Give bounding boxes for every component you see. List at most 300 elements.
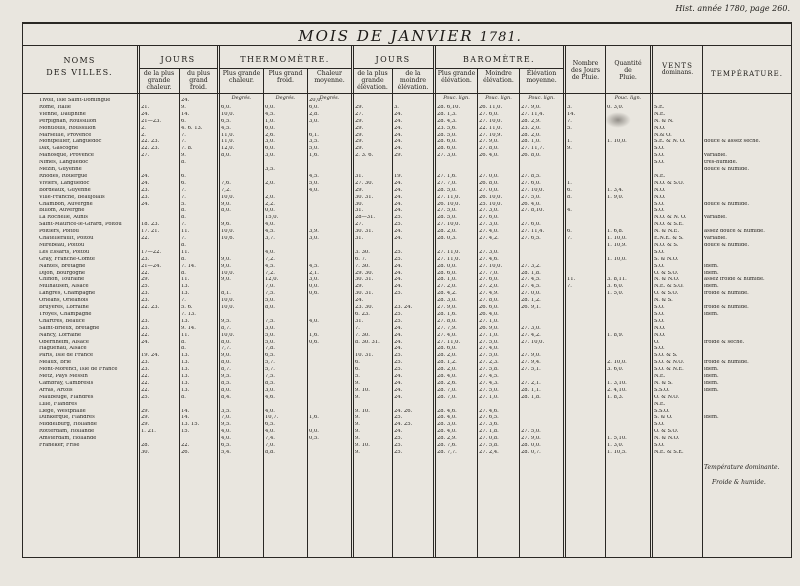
cell-vents: N. & S. — [654, 380, 673, 386]
cell-me: 27. 0,8. — [479, 436, 499, 442]
h-jf-3: froid. — [190, 84, 207, 92]
cell-temp: idem. — [704, 387, 719, 393]
city-name: Chambon, Auvergne — [39, 201, 93, 207]
city-name: Rhodès, Rouergue — [39, 173, 88, 179]
cell-jc: 22. — [141, 387, 150, 393]
cell-vents: S.O. — [654, 249, 665, 255]
cell-jf: 7. — [181, 298, 186, 304]
cell-vents: N.O. & N. O. — [654, 215, 687, 221]
city-name: Haguenau, Alsace — [39, 346, 87, 352]
cell-vents: S.S.O. — [654, 387, 670, 393]
cell-qp: 3. 6,0. — [607, 367, 624, 373]
cell-jf: 14. — [181, 415, 190, 421]
cell-jf: 11. — [181, 249, 190, 255]
h-jc-1: de la plus — [143, 70, 175, 77]
cell-pgf: 7,5. — [265, 291, 275, 297]
cell-em: 27. 4,5. — [521, 284, 541, 290]
cell-pgc: 9,0. — [221, 277, 231, 283]
cell-vents: S.O. — [654, 311, 665, 317]
cell-jf: 8. — [181, 346, 186, 352]
cell-me: 27. 9,0. — [479, 139, 499, 145]
h-jf-2: grand — [189, 77, 208, 85]
cell-jf: 8. — [181, 394, 186, 400]
cell-em: 27. 9,0. — [521, 104, 541, 110]
cell-je: 9. 10. — [355, 387, 370, 393]
cell-je: 10. 31. — [355, 353, 374, 359]
header-jours-group: JOURS — [160, 55, 196, 64]
cell-pge: 28. 5,0. — [437, 132, 457, 138]
cell-vents: N.E. & S.E. — [654, 449, 684, 455]
cell-vents: S.O. — [654, 305, 665, 310]
city-name: Mirebeau, Poitou — [39, 242, 85, 248]
cell-me: 27. 10,0. — [479, 263, 503, 269]
cell-cm: 2,1. — [309, 270, 319, 276]
cell-pgf: 5,7. — [265, 367, 275, 373]
cell-jf: 15. — [181, 429, 190, 435]
cell-np: 6. — [567, 229, 572, 235]
cell-pgc: 4,0. — [221, 436, 231, 442]
cell-pgf: 4,0. — [265, 249, 275, 255]
cell-cm: 0,0. — [309, 429, 319, 435]
cell-jm: 24. — [394, 284, 403, 290]
cell-jm: 3. — [394, 104, 399, 110]
cell-jm: 25. — [394, 215, 403, 221]
cell-temp: froide & humide. — [704, 291, 749, 297]
cell-jc: 22. — [141, 380, 150, 386]
city-name: Paris, Isle de France — [39, 353, 94, 359]
h-vents-1: VENTS — [662, 62, 693, 70]
cell-vents: S. & O. — [654, 415, 673, 421]
cell-cm: 6,1. — [309, 132, 319, 138]
unit-baro-2: Pouc. lign. — [485, 95, 512, 101]
cell-np: 7. — [567, 118, 572, 124]
city-name: Tivoli, Isle Saint-Domingue — [39, 98, 111, 103]
cell-vents: S.O. — [654, 146, 665, 152]
cell-je: 30. 31. — [355, 291, 374, 297]
cell-temp: froide & humide. — [704, 305, 749, 310]
city-name: Maubeuge, Flandres — [39, 394, 94, 400]
cell-pgc: 11,0. — [221, 132, 235, 138]
cell-em: 28. 0,7. — [521, 449, 541, 455]
cell-qp: 1. 10,5. — [607, 449, 627, 455]
cell-pge: 28. 1,0. — [437, 277, 457, 283]
cell-np: 11. — [567, 277, 576, 283]
cell-qp: 1. 6,8. — [607, 229, 624, 235]
cell-em: 27. 11,4. — [521, 229, 545, 235]
cell-je: 5. — [355, 374, 360, 379]
cell-jf: 7. — [181, 222, 186, 228]
cell-pgf: 5,0. — [265, 332, 275, 338]
cell-vents: N.E. — [654, 374, 666, 379]
cell-temp: douce & humide. — [704, 242, 749, 248]
cell-pgf: 7,5. — [265, 374, 275, 379]
cell-jm: 24. — [394, 380, 403, 386]
cell-pgc: 3,5. — [221, 408, 231, 414]
cell-me: 27. 1,0. — [479, 332, 499, 338]
h-cm-2: moyenne. — [314, 77, 345, 85]
cell-je: 30. — [355, 201, 364, 207]
cell-jm: 23. 24. — [394, 305, 413, 310]
cell-jm: 24. — [394, 146, 403, 152]
cell-jc: 28. — [141, 443, 150, 448]
cell-em: 28. 1,0. — [521, 139, 541, 145]
cell-jc: 21. — [141, 104, 150, 110]
city-name: Montlouis, Roussillon — [39, 125, 96, 131]
cell-jm: 25. — [394, 311, 403, 317]
cell-vents: N. & N. — [654, 118, 674, 124]
cell-pge: 28. 0,0. — [437, 263, 457, 269]
cell-qp: 2. 10,0. — [607, 360, 627, 366]
cell-jf: 9. 14. — [181, 325, 196, 331]
city-name: Nîmes, Languedoc — [39, 160, 89, 166]
cell-pge: 28. 0,3. — [437, 236, 457, 241]
city-name: Metz, Pays Messin — [39, 374, 88, 379]
cell-jm: 24. — [394, 229, 403, 235]
h-em-1: Élévation — [526, 70, 557, 77]
h-vents-2: dominans. — [661, 69, 694, 77]
cell-pgc: 8,0. — [221, 153, 231, 159]
cell-me: 27. 5,0. — [479, 339, 499, 345]
cell-em: 27. 4,2. — [521, 332, 541, 338]
cell-jm: 24. — [394, 132, 403, 138]
cell-jc: 27. — [141, 153, 150, 159]
city-name: Chinon, Touraine — [39, 277, 85, 283]
cell-jf: 7. 8. — [181, 146, 193, 152]
cell-me: 27. 4,6. — [479, 408, 499, 414]
cell-np: 14. — [567, 111, 576, 117]
cell-temp: idem. — [704, 311, 719, 317]
cell-temp: variable. — [704, 153, 727, 159]
cell-vents: O. & S.O. — [654, 429, 679, 435]
h-jm-3: élévation. — [397, 84, 429, 92]
cell-pgf: 8,8. — [265, 449, 275, 455]
cell-pge: 28. 6,0. — [437, 146, 457, 152]
city-name: Saint-Brieux, Bretagne — [39, 325, 100, 331]
cell-jf: 7. — [181, 194, 186, 200]
cell-vents: S.O. — [654, 160, 665, 166]
cell-em: 27. 5,0. — [521, 194, 541, 200]
cell-me: 27. 2,4. — [479, 449, 499, 455]
cell-pgc: 10,0. — [221, 194, 235, 200]
h-pge-1: Plus grande — [437, 70, 476, 77]
cell-vents: N.O. — [654, 325, 666, 331]
cell-jm: 24. — [394, 194, 403, 200]
cell-jf: 11. — [181, 277, 190, 283]
cell-cm: 5,0. — [309, 180, 319, 186]
cell-je: 27. — [355, 222, 364, 228]
unit-baro-3: Pouc. lign. — [528, 95, 555, 101]
cell-me: 27. 7,0. — [479, 270, 499, 276]
cell-pgc: 7,7. — [221, 346, 231, 352]
h-np-1: Nombre — [572, 60, 599, 67]
cell-vents: S.O. & N.E. — [654, 367, 684, 373]
cell-me: 26. 10,0. — [479, 194, 503, 200]
cell-jf: 8. — [181, 339, 186, 345]
cell-je: 29. — [355, 132, 364, 138]
cell-vents: N.E. & S.O. — [654, 284, 684, 290]
cell-pge: 28. 2,9. — [437, 436, 457, 442]
unit-degres-1: Degrés. — [231, 95, 252, 101]
city-name: Mont-Morenci, Isle de France — [39, 367, 118, 373]
unit-pluie: Pouc. lign. — [614, 95, 642, 101]
cell-pge: 28. 1,6. — [437, 311, 457, 317]
cell-jc: 17. 21. — [141, 229, 160, 235]
cell-jm: 25. — [394, 367, 403, 373]
cell-me: 27. 8,0. — [479, 146, 499, 152]
cell-je: 24. — [355, 298, 364, 304]
cell-pgc: 8,4. — [221, 394, 231, 400]
cell-em: 27. 11,7. — [521, 146, 545, 152]
cell-jm: 24. — [394, 374, 403, 379]
cell-me: 26. 11,0. — [479, 104, 503, 110]
cell-qp: 1. 10,0. — [607, 236, 627, 241]
cell-jc: 23. — [141, 194, 150, 200]
cell-em: 26. 4,0. — [521, 201, 541, 207]
footnote-froide-humide: Froide & humide. — [712, 479, 766, 486]
cell-pgc: 7,0. — [221, 415, 231, 421]
cell-jc: 23. — [141, 187, 150, 193]
cell-em: 27. 3,0. — [521, 325, 541, 331]
cell-je: 28—31. — [355, 215, 376, 221]
cell-pgf: 2,0. — [265, 180, 275, 186]
unit-baro-1: Pouc. lign. — [443, 95, 470, 101]
cell-pgc: 10,0. — [221, 270, 235, 276]
city-name: Dunkerque, Flandres — [39, 415, 95, 421]
cell-pge: 27. 4,0. — [437, 332, 457, 338]
unit-degres-3: Degrés. — [319, 95, 340, 101]
cell-me: 26. 6,0. — [479, 305, 499, 310]
cell-pge: 27. 1,6. — [437, 173, 457, 179]
cell-jm: 24. 25. — [394, 422, 413, 428]
cell-pgc: 8,0. — [221, 360, 231, 366]
cell-pgc: 6,0. — [221, 104, 231, 110]
city-name: Langres, Champagne — [39, 291, 96, 297]
cell-jc: 23. — [141, 318, 150, 324]
cell-me: 27. 4,3. — [479, 380, 499, 386]
cell-pge: 28. 4,0. — [437, 429, 457, 435]
cell-je: 3. 30. — [355, 249, 370, 255]
cell-jc: 23. — [141, 256, 150, 262]
cell-jf: 13. — [181, 380, 190, 386]
cell-je: 9. 10. — [355, 443, 370, 448]
cell-me: 27. 3,0. — [479, 249, 499, 255]
cell-vents: S. & N.O. — [654, 256, 679, 262]
cell-me: 27. 5,0. — [479, 353, 499, 359]
cell-temp: douce & humide. — [704, 167, 749, 172]
cell-je: 7. 30. — [355, 263, 370, 269]
cell-pgf: 2,2. — [265, 201, 275, 207]
cell-temp: idem. — [704, 367, 719, 373]
cell-jc: 24. — [141, 180, 150, 186]
cell-pgc: 10,0. — [221, 111, 235, 117]
cell-qp: 1. 3,0. — [607, 443, 624, 448]
cell-jc: 23. — [141, 367, 150, 373]
cell-vents: N. & S. — [654, 298, 673, 304]
cell-jm: 24. — [394, 394, 403, 400]
cell-cm: 3,0. — [309, 277, 319, 283]
cell-me: 26. 4,0. — [479, 311, 499, 317]
cell-jf: 8. — [181, 256, 186, 262]
cell-pgf: 2,0. — [265, 194, 275, 200]
cell-jc: 29. — [141, 408, 150, 414]
cell-jf: 7. — [181, 132, 186, 138]
cell-pgc: 8,0. — [221, 339, 231, 345]
cell-jm: 25. — [394, 249, 403, 255]
cell-je: 6. 23. — [355, 311, 370, 317]
cell-cm: 3,0. — [309, 118, 319, 124]
cell-jf: 13. 15. — [181, 422, 200, 428]
cell-jc: 29. — [141, 422, 150, 428]
cell-pgc: 8,0. — [221, 208, 231, 214]
cell-pgf: 7,4. — [265, 436, 275, 442]
cell-me: 27. 10,0. — [479, 118, 503, 124]
cell-em: 26. 9,1. — [521, 305, 541, 310]
cell-jm: 24. — [394, 187, 403, 193]
cell-np: 8. — [567, 194, 572, 200]
cell-je: 29. — [355, 146, 364, 152]
cell-je: 31. — [355, 318, 364, 324]
cell-jc: 23. — [141, 325, 150, 331]
cell-je: 8. 30. 31. — [355, 339, 380, 345]
cell-je: 29. — [355, 104, 364, 110]
cell-pgf: 0,0. — [265, 104, 275, 110]
h-me-1: Moindre — [485, 70, 512, 77]
cell-jc: 1. 21. — [141, 429, 156, 435]
cell-je: 6. 7. — [355, 256, 367, 262]
city-name: Troyes, Champagne — [39, 311, 92, 317]
cell-pgf: 3,0. — [265, 153, 275, 159]
cell-cm: 0,5. — [309, 436, 319, 442]
cell-je: 29. — [355, 139, 364, 145]
cell-pge: 27. 11,0. — [437, 249, 461, 255]
cell-vents: O. & S.O. — [654, 291, 679, 297]
cell-pgf: 3,5. — [265, 167, 275, 172]
cell-pgf: 8,0. — [265, 305, 275, 310]
cell-pgf: 2,6. — [265, 132, 275, 138]
cell-em: 28. 2,0. — [521, 132, 541, 138]
cell-em: 28. 1,2. — [521, 298, 541, 304]
cell-pgf: 7,0. — [265, 443, 275, 448]
cell-np: 6. — [567, 187, 572, 193]
cell-temp: très-humide. — [704, 160, 738, 166]
header-jours2-group: JOURS — [375, 55, 411, 64]
cell-jf: 5. 6. — [181, 305, 193, 310]
cell-jc: 22. — [141, 374, 150, 379]
h-me-2: élévation. — [483, 77, 514, 85]
h-pge-2: élévation. — [441, 77, 472, 85]
footnote-temperature-dominante: Température dominante. — [704, 464, 780, 471]
cell-pge: 26. 10,0. — [437, 201, 461, 207]
cell-pgf: 4,0. — [265, 222, 275, 228]
h-pgc-1: Plus grande — [222, 70, 261, 77]
cell-jf: 13. — [181, 284, 190, 290]
cell-pgf: 3,0. — [265, 387, 275, 393]
cell-jm: 24. — [394, 339, 403, 345]
cell-jm: 29. — [394, 153, 403, 159]
cell-pgf: 7,2. — [265, 256, 275, 262]
cell-temp: idem. — [704, 263, 719, 269]
cell-jm: 24. — [394, 270, 403, 276]
cell-cm: 6,0. — [309, 104, 319, 110]
cell-je: 7. 30. — [355, 332, 370, 338]
cell-vents: N.O. — [654, 125, 666, 131]
cell-me: 27. 4,9. — [479, 291, 499, 297]
cell-vents: N.O. & S.O. — [654, 180, 684, 186]
cell-temp: variable. — [704, 215, 727, 221]
cell-pgc: 4,5. — [221, 125, 231, 131]
cell-jf: 13. — [181, 291, 190, 297]
cell-pge: 28. 1,3. — [437, 111, 457, 117]
cell-me: 26. 8,0. — [479, 180, 499, 186]
title-year: 1781. — [479, 30, 522, 45]
cell-cm: 3,5. — [309, 139, 319, 145]
cell-je: 9. — [355, 429, 360, 435]
cell-pgc: 9,0. — [221, 353, 231, 359]
city-name: Chatellerault, Poitou — [39, 236, 94, 241]
cell-temp: assez douce & humide. — [704, 229, 765, 235]
cell-pgf: 5,7. — [265, 360, 275, 366]
cell-pgf: 0,0. — [265, 208, 275, 214]
cell-pgf: 12,0. — [265, 277, 279, 283]
cell-je: 29. — [355, 284, 364, 290]
cell-em: 27. 6,0. — [521, 222, 541, 228]
cell-em: 27. 11,4. — [521, 111, 545, 117]
cell-je: 31. — [355, 173, 364, 179]
cell-em: 27. 3,2. — [521, 263, 541, 269]
cell-pgc: 5,4. — [221, 449, 231, 455]
cell-jc: 2. — [141, 125, 146, 131]
cell-jm: 24. — [394, 236, 403, 241]
cell-jm: 24. — [394, 325, 403, 331]
cell-vents: E.N.E. & S. — [654, 236, 684, 241]
cell-jf: 26. — [181, 449, 190, 455]
cell-cm: 2,8. — [309, 111, 319, 117]
cell-pgc: 9,0. — [221, 263, 231, 269]
cell-pgc: 10,6. — [221, 236, 235, 241]
cell-em: 27. 5,1. — [521, 367, 541, 373]
cell-qp: 1. 5,10. — [607, 436, 627, 442]
cell-jm: 24. — [394, 346, 403, 352]
cell-me: 27. 6,0. — [479, 215, 499, 221]
cell-temp: froide & sèche. — [704, 339, 745, 345]
cell-jf: 9. — [181, 153, 186, 159]
cell-pgc: 6,5. — [221, 118, 231, 124]
cell-cm: 0,6. — [309, 339, 319, 345]
h-jm-2: moindre — [399, 77, 427, 85]
cell-temp: idem. — [704, 374, 719, 379]
cell-pgf: 6,5. — [265, 422, 275, 428]
cell-temp: idem. — [704, 270, 719, 276]
city-name: Nancy, Lorraine — [39, 332, 82, 338]
cell-np: 7. — [567, 236, 572, 241]
cell-em: 27. 9,0. — [521, 353, 541, 359]
cell-temp: douce & humide. — [704, 201, 749, 207]
cell-je: 6. — [355, 360, 360, 366]
city-name: Marseille, Provence — [39, 132, 92, 138]
unit-degres-2: Degrés. — [275, 95, 296, 101]
cell-jc: 25. — [141, 284, 150, 290]
cell-cm: 1,6. — [309, 332, 319, 338]
cell-pge: 27. 7,0. — [437, 180, 457, 186]
cell-pge: 27. 11,0. — [437, 194, 461, 200]
cell-je: 6. — [355, 367, 360, 373]
cell-pge: 28. 5,0. — [437, 187, 457, 193]
cell-pge: 28. 4,0. — [437, 374, 457, 379]
cell-qp: 1. 10,9. — [607, 242, 627, 248]
cell-vents: S.O. — [654, 443, 665, 448]
cell-pgc: 8,7. — [221, 367, 231, 373]
cell-pgc: 7,2. — [221, 187, 231, 193]
